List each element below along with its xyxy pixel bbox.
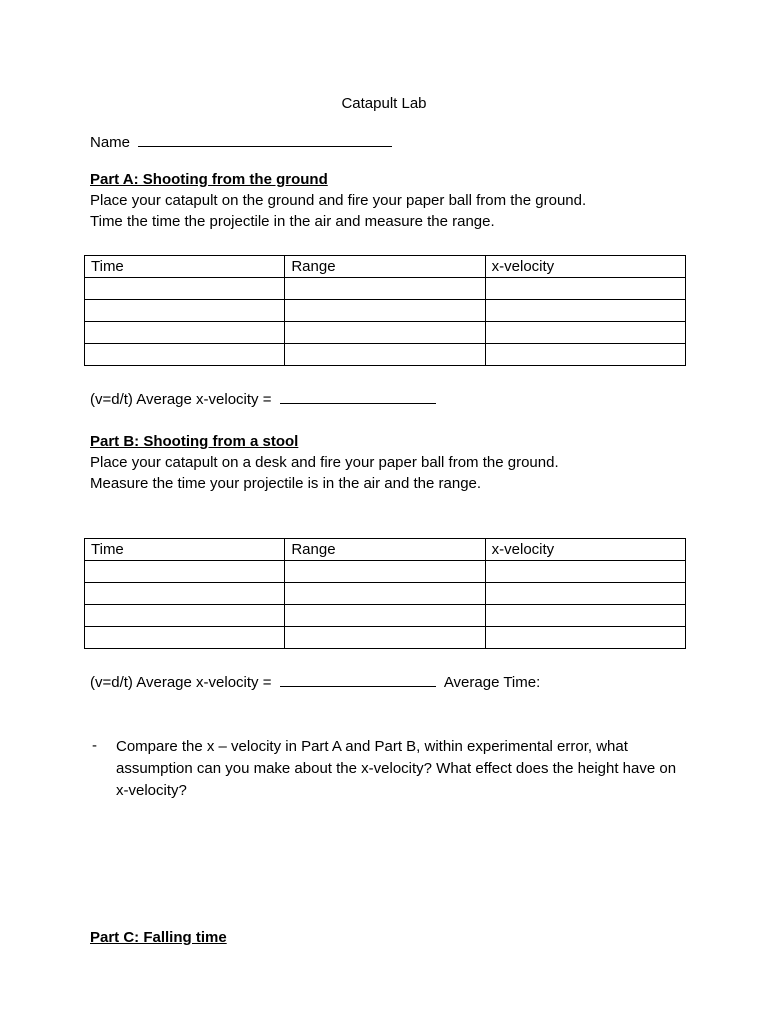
- table-cell[interactable]: [485, 322, 685, 344]
- part-b-average-line: [90, 672, 540, 693]
- table-cell[interactable]: [285, 278, 485, 300]
- column-header-time: Time: [85, 539, 285, 561]
- table-header-row: [85, 256, 686, 278]
- column-header-range: Range: [285, 539, 485, 561]
- table-cell[interactable]: [85, 561, 285, 583]
- part-a-table: [84, 255, 686, 366]
- table-row: [85, 561, 686, 583]
- table-cell[interactable]: [85, 583, 285, 605]
- table-cell[interactable]: [485, 605, 685, 627]
- page-title: Catapult Lab: [341, 95, 427, 112]
- name-blank[interactable]: [138, 132, 392, 147]
- table-cell[interactable]: [485, 300, 685, 322]
- column-header-x-velocity: x-velocity: [485, 539, 685, 561]
- table-cell[interactable]: [485, 583, 685, 605]
- part-a-average-blank[interactable]: [280, 389, 436, 404]
- table-row: [85, 627, 686, 649]
- table-cell[interactable]: [285, 583, 485, 605]
- part-b-average-time-label: Average Time:: [443, 674, 541, 691]
- table-cell[interactable]: [285, 561, 485, 583]
- table-cell[interactable]: [285, 322, 485, 344]
- table-row: [85, 278, 686, 300]
- part-a-heading: Part A: Shooting from the ground: [90, 171, 328, 188]
- question-text: Compare the x – velocity in Part A and Part B, within experimental error, what assumption can you make about the x-velocity? What effect does the height have on x-velocity?: [116, 738, 677, 799]
- table-cell[interactable]: [85, 605, 285, 627]
- table-cell[interactable]: [485, 344, 685, 366]
- table-cell[interactable]: [85, 278, 285, 300]
- table-row: [85, 605, 686, 627]
- table-row: [85, 322, 686, 344]
- table-cell[interactable]: [85, 344, 285, 366]
- table-cell[interactable]: [85, 627, 285, 649]
- column-header-time: Time: [85, 256, 285, 278]
- table-header-row: [85, 539, 686, 561]
- table-cell[interactable]: [285, 605, 485, 627]
- table-cell[interactable]: [485, 627, 685, 649]
- table-cell[interactable]: [285, 627, 485, 649]
- part-b-average-blank[interactable]: [280, 672, 436, 687]
- name-label: Name: [90, 134, 131, 151]
- part-a-average-label: (v=d/t) Average x-velocity =: [90, 391, 272, 408]
- column-header-x-velocity: x-velocity: [485, 256, 685, 278]
- part-b-average-label: (v=d/t) Average x-velocity =: [90, 674, 272, 691]
- part-b-table: [84, 538, 686, 649]
- table-row: [85, 583, 686, 605]
- table-row: [85, 300, 686, 322]
- part-a-average-line: [90, 389, 436, 410]
- name-line: [90, 132, 392, 153]
- table-cell[interactable]: [85, 322, 285, 344]
- part-a-instruction-2: Time the time the projectile in the air and measure the range.: [90, 213, 495, 230]
- table-cell[interactable]: [85, 300, 285, 322]
- table-cell[interactable]: [285, 344, 485, 366]
- part-b-heading: Part B: Shooting from a stool: [90, 433, 299, 450]
- part-c-heading: Part C: Falling time: [90, 929, 227, 946]
- table-row: [85, 344, 686, 366]
- table-cell[interactable]: [285, 300, 485, 322]
- table-cell[interactable]: [485, 561, 685, 583]
- table-cell[interactable]: [485, 278, 685, 300]
- part-b-instruction-2: Measure the time your projectile is in the air and the range.: [90, 475, 482, 492]
- column-header-range: Range: [285, 256, 485, 278]
- part-a-instruction-1: Place your catapult on the ground and fire your paper ball from the ground.: [90, 192, 587, 209]
- part-b-instruction-1: Place your catapult on a desk and fire your paper ball from the ground.: [90, 454, 559, 471]
- question-bullet: -: [92, 737, 97, 754]
